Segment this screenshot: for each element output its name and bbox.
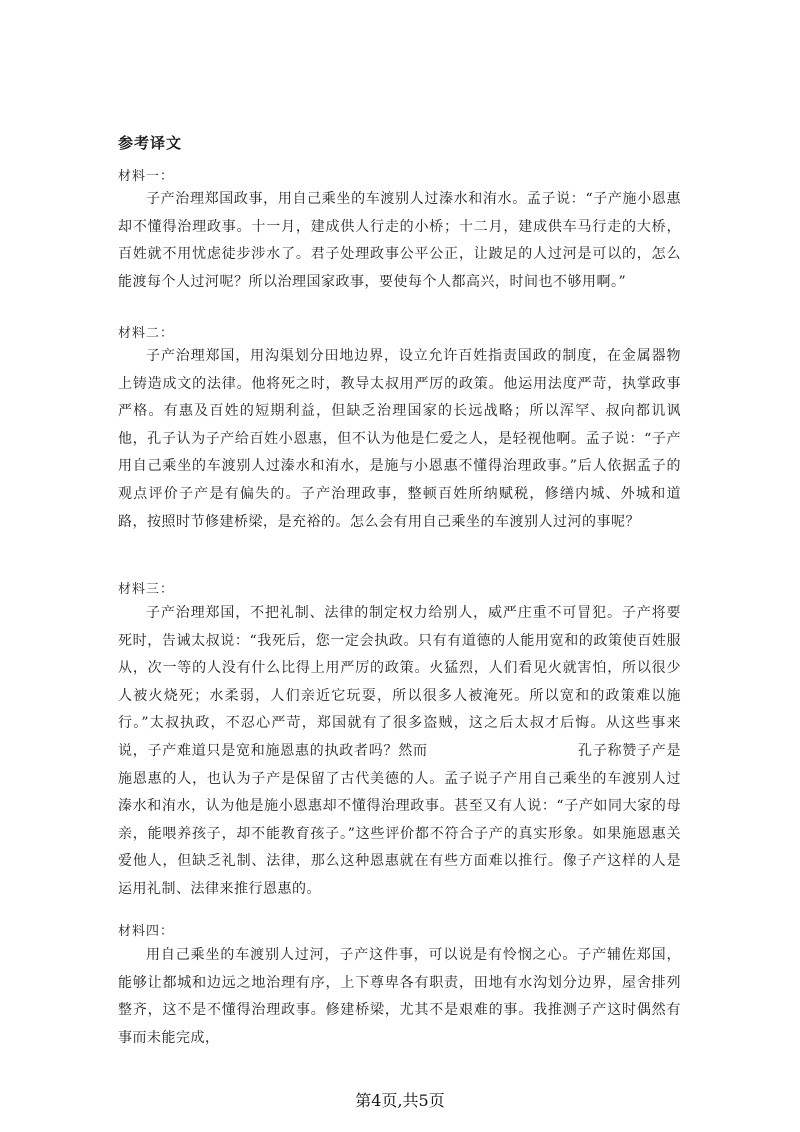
section-label-2: 材料二：: [118, 326, 175, 341]
section-label-1: 材料一：: [118, 169, 175, 184]
paragraph-material-3: [118, 600, 681, 904]
paragraph-material-4: 用自己乘坐的车渡别人过河，子产这件事，可以说是有怜悯之心。子产辅佐郑国，能够让都城和边远之地治理有序，上下尊卑各有职责，田地有水沟划分边界，屋舍排列整齐，这不是不懂得治理政事。修建桥梁，尤其不是艰难的事。我推测子产这时偶然有事而未能完成，: [118, 947, 681, 1046]
paragraph-material-3-part-2: 孔子称赞子产是施恩惠的人，也认为子产是保留了古代美德的人。孟子说子产用自己乘坐的车渡别人过溱水和洧水，认为他是施小恩惠却不懂得治理政事。甚至又有人说：“子产如同大家的母亲，能喂养孩子，却不能教育孩子。”这些评价都不符合子产的真实形象。如果施恩惠关爱他人，但缺乏礼制、法律，那么这种恩惠就在有些方面难以推行。像子产这样的人是运用礼制、法律来推行恩惠的。: [118, 742, 681, 897]
paragraph-material-2: 子产治理郑国，用沟渠划分田地边界，设立允许百姓指责国政的制度，在金属器物上铸造成文的法律。他将死之时，教导太叔用严厉的政策。他运用法度严苛，执掌政事严格。有惠及百姓的短期利益，但缺乏治理国家的长远战略；所以浑罕、叔向都讥讽他，孔子认为子产给百姓小恩惠，但不认为他是仁爱之人，是轻视他啊。孟子说：“子产用自己乘坐的车渡别人过溱水和洧水，是施与小恩惠不懂得治理政事。”后人依据孟子的观点评价子产是有偏失的。子产治理政事，整顿百姓所纳赋税，修缮内城、外城和道路，按照时节修建桥梁，是充裕的。怎么会有用自己乘坐的车渡别人过河的事呢？: [118, 348, 681, 530]
page-number: 第4页,共5页: [355, 1091, 445, 1110]
paragraph-material-1: 子产治理郑国政事，用自己乘坐的车渡别人过溱水和洧水。孟子说：“子产施小恩惠却不懂得治理政事。十一月，建成供人行走的小桥；十二月，建成供车马行走的大桥，百姓就不用忧虑徒步涉水了。君子处理政事公平公正，让跛足的人过河是可以的，怎么能渡每个人过河呢？所以治理国家政事，要使每个人都高兴，时间也不够用啊。”: [118, 191, 681, 290]
section-label-3: 材料三：: [118, 582, 175, 597]
paragraph-material-3-part-1: 子产治理郑国，不把礼制、法律的制定权力给别人，威严庄重不可冒犯。子产将要死时，告诫太叔说：“我死后，您一定会执政。只有有道德的人能用宽和的政策使百姓服从，次一等的人没有什么比得上用严厉的政策。火猛烈，人们看见火就害怕，所以很少人被火烧死；水柔弱，人们亲近它玩耍，所以很多人被淹死。所以宽和的政策难以施行。”太叔执政，不忍心严苛，郑国就有了很多盗贼，这之后太叔才后悔。从这些事来说，子产难道只是宽和施恩惠的执政者吗？然而: [118, 605, 681, 759]
document-title: 参考译文: [118, 134, 183, 152]
section-label-4: 材料四：: [118, 924, 175, 939]
